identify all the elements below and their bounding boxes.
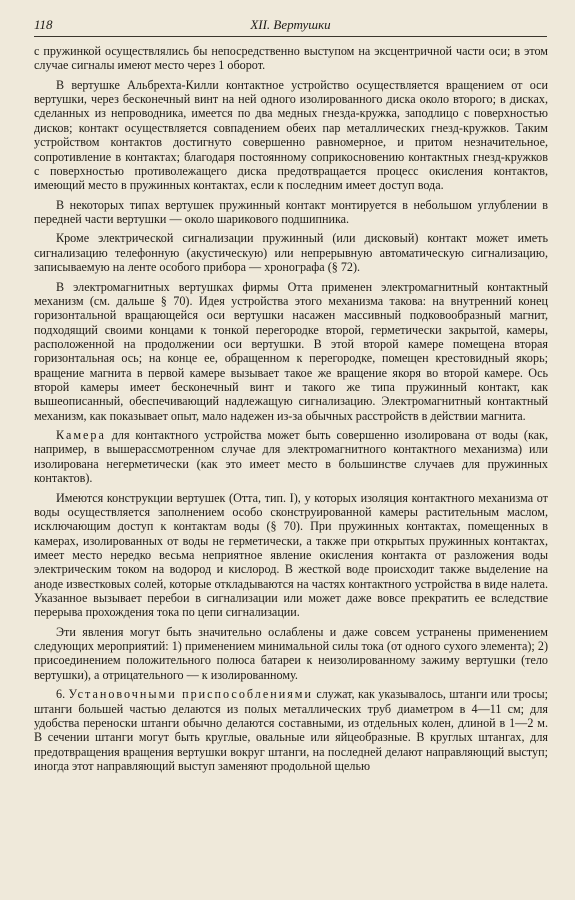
running-title: XII. Вертушки <box>250 17 331 32</box>
paragraph: 6. Установочными приспособлениями служат, как указывалось, штанги или тросы; штанги большей частью делаются из полых металлических труб диаметром в 4—11 см; для удобства переноски штанги обычно делаются составными, из отдельных колен, длиной в 1—2 м. В сечении штанги могут быть круглые, овальные или яйцеобразные. В круглых штангах, для предотвращения вращения вертушки вокруг штанги, на последней делают направляющий выступ; иногда этот направляющий выступ заменяют продольной щелью <box>34 687 549 773</box>
paragraph: В некоторых типах вертушек пружинный контакт монтируется в небольшом углублении в передней части вертушки — около шарикового подшипника. <box>34 197 548 226</box>
paragraph: с пружинкой осуществлялись бы непосредственно выступом на эксцентричной части оси; в этом случае сигналы имеют место через 1 оборот. <box>34 44 548 73</box>
paragraph: Камера для контактного устройства может быть совершенно изолирована от воды (как, например, в вышерассмотренном случае для электромагнитного контактного механизма) или изолирована негерметически (как это имеет место в большинстве случаев для пружинных контактов). <box>34 428 548 486</box>
paragraph: В вертушке Альбрехта-Килли контактное устройство осуществляется вращением от оси вертушки, через бесконечный винт на ней одного изолированного диска около второго; в дисках, сделанных из непроводника, имеется по два медных гнезда-кружка, заподлицо с поверхностью дисков; контакт осуществляется совпадением обеих пар металлических гнезд-кружков. Таким устройством контактов достигнуто совершенно равномерное, и притом незначительное, сопротивление в контактах; благодаря постоянному соприкосновению контактных гнезд-кружков с поверхностью противолежащего диска предотвращается процесс окисления контактов, имеющий место в пружинных контактах, если к последним имеет доступ вода. <box>34 77 548 193</box>
paragraph: Кроме электрической сигнализации пружинный (или дисковый) контакт может иметь сигнализацию телефонную (акустическую) или непрерывную автоматическую сигнализацию, записываемую на ленте особого прибора — хронографа (§ 72). <box>34 231 548 275</box>
paragraph: В электромагнитных вертушках фирмы Отта применен электромагнитный контактный механизм (см. дальше § 70). Идея устройства этого механизма такова: на внутренний конец горизонтальной вращающейся оси вертушки насажен массивный подковообразный магнит, подходящий своими концами к тонкой перегородке второй, герметически закрытой, камеры, расположенной на продолжении оси вертушки. В этой второй камере помещена вторая горизонтальная ось; на конце ее, обращенном к перегородке, помещен крестовидный якорь; вращение магнита в первой камере вызывает такое же вращение якоря во второй камере. Ось второй камеры имеет бесконечный винт и такого же типа пружинный контакт, как вышеописанный, обеспечивающий надлежащую сигнализацию. Электромагнитный контактный механизм, как показывает опыт, мало надежен из-за обычных расстройств в действии магнита. <box>34 279 548 423</box>
spaced-term: Установочными приспособлениями <box>68 687 313 702</box>
paragraph: Эти явления могут быть значительно ослаблены и даже совсем устранены применением следующих мероприятий: 1) применением минимальной силы тока (от одного сухого элемента); 2) присоединением положительного полюса батареи к неизолированному зажиму вертушки (тело вертушки), а отрицательного — к изолированному. <box>34 624 548 682</box>
spaced-term: Камера <box>56 428 106 443</box>
page-number: 118 <box>34 17 53 32</box>
paragraph: Имеются конструкции вертушек (Отта, тип. I), у которых изоляция контактного механизма от воды осуществляется заполнением особо сконструированной камеры растительным маслом, исключающим доступ к контактам воды (§ 70). При пружинных контактах, помещенных в камерах, изолированных от воды не герметически, а также при открытых пружинных контактах, имеет место нередко весьма неприятное явление окисления контакта от разложения воды электрическим током на водород и кислород. В жесткой воде происходит также выделение на аноде известковых солей, которые откладываются на частях контактного устройства в виде налета. Указанное вызывает перебои в сигнализации или может даже вовсе прекратить ее вследствие перерыва прохождения тока по цепи сигнализации. <box>34 490 548 620</box>
page-body <box>34 44 548 778</box>
page-header <box>34 14 547 37</box>
